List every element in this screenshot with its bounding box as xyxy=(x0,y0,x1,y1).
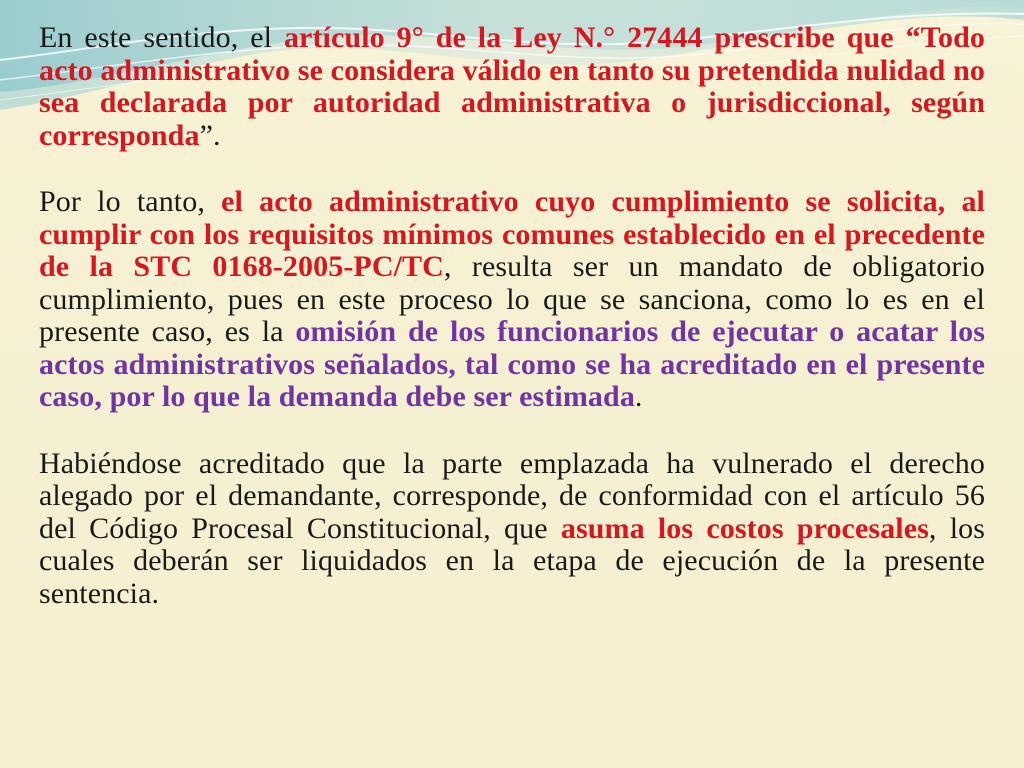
p2-closing-text: . xyxy=(634,380,643,413)
p2-middle-text: , resulta ser un mandato de obligatorio cumplimiento, pues en este proceso lo que se sanciona, como lo es en el presente caso, es la xyxy=(39,250,985,348)
paragraph-costs xyxy=(39,448,985,611)
p3-intro-text: Habiéndose acreditado que la parte emplazada ha vulnerado el derecho alegado por el demandante, corresponde, de conformidad con el artículo 56 del Código Procesal Constitucional, que xyxy=(39,446,985,545)
paragraph-article-9 xyxy=(39,22,985,152)
p3-highlight-costs: asuma los costos procesales xyxy=(560,511,929,545)
p2-highlight-precedent: el acto administrativo cuyo cumplimiento se solicita, al cumplir con los requisitos mínimos comunes establecido en el precedente de la STC 0168-2005-PC/TC xyxy=(39,185,985,283)
p1-highlight-quote: artículo 9° de la Ley N.° 27444 prescribe que “Todo acto administrativo se considera válido en tanto su pretendida nulidad no sea declarada por autoridad administrativa o jurisdiccional, según corresponda xyxy=(39,21,986,152)
p3-closing-text: , los cuales deberán ser liquidados en la etapa de ejecución de la presente sentencia. xyxy=(39,511,985,610)
p1-intro-text: En este sentido, el xyxy=(39,21,284,54)
p2-highlight-omission: omisión de los funcionarios de ejecutar o acatar los actos administrativos señalados, tal como se ha acreditado en el presente caso, por lo que la demanda debe ser estimada xyxy=(39,315,985,413)
paragraph-conclusion xyxy=(39,186,985,414)
p2-intro-text: Por lo tanto, xyxy=(39,185,222,218)
p1-closing-text: ”. xyxy=(199,118,221,152)
slide-content xyxy=(39,22,985,644)
